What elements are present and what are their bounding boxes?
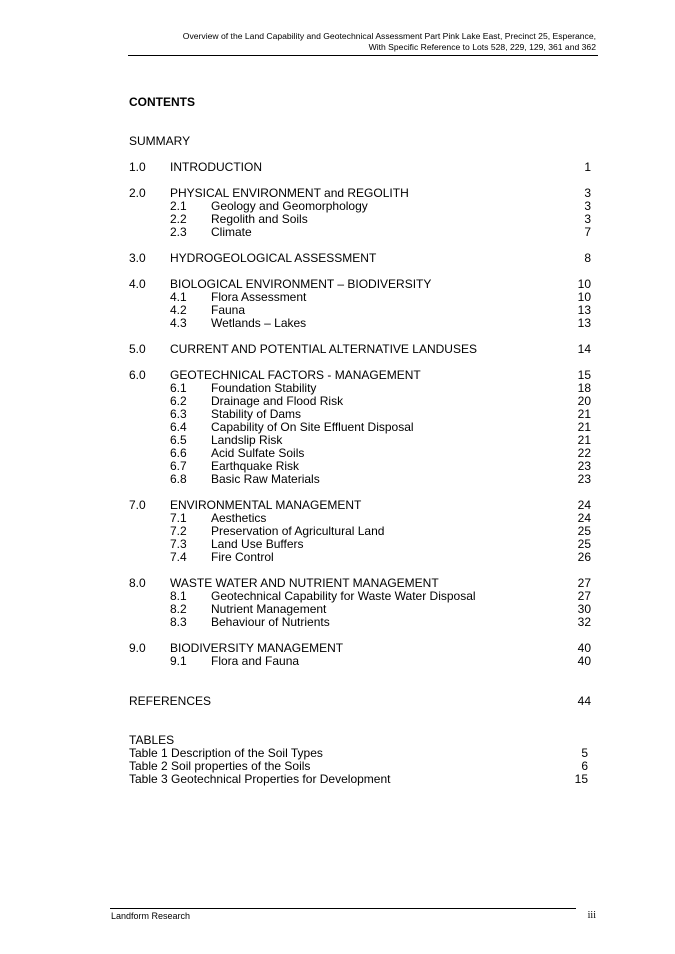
subsection-number: 6.3 <box>170 407 187 421</box>
header-line-2: With Specific Reference to Lots 528, 229, 129, 361 and 362 <box>368 42 596 52</box>
toc-subsection-row <box>129 603 591 616</box>
summary-label: SUMMARY <box>129 134 191 148</box>
subsection-number: 4.1 <box>170 290 187 304</box>
subsection-title: Earthquake Risk <box>211 459 300 473</box>
subsection-title: Regolith and Soils <box>211 212 308 226</box>
toc-section <box>129 499 591 564</box>
toc-subsection-row <box>129 434 591 447</box>
section-number: 5.0 <box>129 342 146 356</box>
subsection-number: 7.4 <box>170 550 187 564</box>
subsection-page: 13 <box>577 316 591 330</box>
toc-subsection-row <box>129 395 591 408</box>
subsection-number: 2.3 <box>170 225 187 239</box>
table-list-page: 15 <box>574 772 588 786</box>
toc-subsection-row <box>129 616 591 629</box>
subsection-number: 8.3 <box>170 615 187 629</box>
toc-subsection-row <box>129 213 591 226</box>
toc-section-row <box>129 499 591 512</box>
subsection-page: 40 <box>577 654 591 668</box>
subsection-number: 9.1 <box>170 654 187 668</box>
subsection-title: Climate <box>211 225 252 239</box>
toc-subsection-row <box>129 304 591 317</box>
section-page: 3 <box>584 186 591 200</box>
subsection-title: Geology and Geomorphology <box>211 199 368 213</box>
section-number: 1.0 <box>129 160 146 174</box>
toc-subsection-row <box>129 538 591 551</box>
subsection-page: 18 <box>577 381 591 395</box>
section-number: 2.0 <box>129 186 146 200</box>
section-page: 1 <box>584 160 591 174</box>
subsection-title: Stability of Dams <box>211 407 302 421</box>
section-title: PHYSICAL ENVIRONMENT and REGOLITH <box>170 186 409 200</box>
toc-section <box>129 642 591 668</box>
subsection-number: 2.1 <box>170 199 187 213</box>
toc-section-row <box>129 369 591 382</box>
section-title: HYDROGEOLOGICAL ASSESSMENT <box>170 251 377 265</box>
toc-section <box>129 577 591 629</box>
references-page: 44 <box>577 694 591 708</box>
section-number: 8.0 <box>129 576 146 590</box>
subsection-number: 8.2 <box>170 602 187 616</box>
section-number: 9.0 <box>129 641 146 655</box>
section-number: 6.0 <box>129 368 146 382</box>
section-page: 8 <box>584 251 591 265</box>
toc-section <box>129 252 591 265</box>
subsection-number: 4.3 <box>170 316 187 330</box>
toc-subsection-row <box>129 447 591 460</box>
subsection-title: Acid Sulfate Soils <box>211 446 305 460</box>
toc-section <box>129 369 591 486</box>
subsection-title: Geotechnical Capability for Waste Water Disposal <box>211 589 476 603</box>
toc-subsection-row <box>129 382 591 395</box>
subsection-page: 21 <box>577 420 591 434</box>
section-page: 27 <box>577 576 591 590</box>
section-page: 14 <box>577 342 591 356</box>
subsection-number: 7.2 <box>170 524 187 538</box>
toc-subsection-row <box>129 473 591 486</box>
section-number: 3.0 <box>129 251 146 265</box>
toc-subsection-row <box>129 291 591 304</box>
subsection-page: 7 <box>584 225 591 239</box>
subsection-title: Aesthetics <box>211 511 267 525</box>
subsection-page: 21 <box>577 407 591 421</box>
references-label: REFERENCES <box>129 694 212 708</box>
subsection-title: Behaviour of Nutrients <box>211 615 330 629</box>
subsection-page: 24 <box>577 511 591 525</box>
toc-section-row <box>129 252 591 265</box>
subsection-page: 23 <box>577 459 591 473</box>
subsection-number: 7.3 <box>170 537 187 551</box>
subsection-page: 3 <box>584 212 591 226</box>
section-title: GEOTECHNICAL FACTORS - MANAGEMENT <box>170 368 421 382</box>
toc-section <box>129 161 591 174</box>
subsection-title: Nutrient Management <box>211 602 327 616</box>
toc-subsection-row <box>129 460 591 473</box>
toc-section-row <box>129 343 591 356</box>
subsection-page: 13 <box>577 303 591 317</box>
subsection-number: 6.4 <box>170 420 187 434</box>
subsection-page: 10 <box>577 290 591 304</box>
header-rule <box>128 55 598 56</box>
toc-section <box>129 343 591 356</box>
subsection-title: Drainage and Flood Risk <box>211 394 344 408</box>
table-of-contents <box>129 161 591 681</box>
toc-section <box>129 187 591 239</box>
toc-section-row <box>129 278 591 291</box>
references-entry <box>129 695 591 708</box>
subsection-title: Basic Raw Materials <box>211 472 320 486</box>
section-title: BIOLOGICAL ENVIRONMENT – BIODIVERSITY <box>170 277 432 291</box>
subsection-number: 6.8 <box>170 472 187 486</box>
subsection-page: 26 <box>577 550 591 564</box>
footer-rule <box>110 908 576 909</box>
subsection-page: 30 <box>577 602 591 616</box>
header-line-1: Overview of the Land Capability and Geotechnical Assessment Part Pink Lake East, Precinct 25, Esperance, <box>182 31 596 41</box>
subsection-title: Capability of On Site Effluent Disposal <box>211 420 414 434</box>
table-list-title: Table 2 Soil properties of the Soils <box>129 759 311 773</box>
subsection-number: 6.6 <box>170 446 187 460</box>
toc-subsection-row <box>129 226 591 239</box>
subsection-number: 2.2 <box>170 212 187 226</box>
toc-subsection-row <box>129 525 591 538</box>
subsection-title: Land Use Buffers <box>211 537 304 551</box>
section-title: BIODIVERSITY MANAGEMENT <box>170 641 344 655</box>
subsection-page: 32 <box>577 615 591 629</box>
toc-section-row <box>129 161 591 174</box>
section-title: WASTE WATER AND NUTRIENT MANAGEMENT <box>170 576 439 590</box>
table-list-title: Table 3 Geotechnical Properties for Development <box>129 772 391 786</box>
subsection-number: 6.5 <box>170 433 187 447</box>
table-list-page: 6 <box>581 759 588 773</box>
footer-organization: Landform Research <box>111 911 191 921</box>
table-list-page: 5 <box>581 746 588 760</box>
subsection-title: Flora and Fauna <box>211 654 300 668</box>
subsection-page: 22 <box>577 446 591 460</box>
contents-title: CONTENTS <box>129 95 195 109</box>
toc-section-row <box>129 642 591 655</box>
toc-section <box>129 278 591 330</box>
subsection-page: 25 <box>577 537 591 551</box>
subsection-title: Flora Assessment <box>211 290 307 304</box>
toc-subsection-row <box>129 590 591 603</box>
subsection-number: 4.2 <box>170 303 187 317</box>
toc-subsection-row <box>129 317 591 330</box>
subsection-number: 6.2 <box>170 394 187 408</box>
subsection-title: Fauna <box>211 303 246 317</box>
subsection-page: 3 <box>584 199 591 213</box>
section-page: 40 <box>577 641 591 655</box>
section-page: 24 <box>577 498 591 512</box>
toc-subsection-row <box>129 551 591 564</box>
section-title: CURRENT AND POTENTIAL ALTERNATIVE LANDUSES <box>170 342 477 356</box>
page-header <box>183 31 596 53</box>
section-title: INTRODUCTION <box>170 160 262 174</box>
toc-subsection-row <box>129 200 591 213</box>
subsection-title: Foundation Stability <box>211 381 317 395</box>
tables-heading: TABLES <box>129 733 175 747</box>
section-page: 15 <box>577 368 591 382</box>
subsection-number: 6.7 <box>170 459 187 473</box>
subsection-page: 25 <box>577 524 591 538</box>
toc-subsection-row <box>129 421 591 434</box>
subsection-title: Wetlands – Lakes <box>211 316 307 330</box>
section-number: 7.0 <box>129 498 146 512</box>
toc-subsection-row <box>129 655 591 668</box>
subsection-title: Fire Control <box>211 550 274 564</box>
subsection-page: 27 <box>577 589 591 603</box>
subsection-title: Landslip Risk <box>211 433 283 447</box>
subsection-number: 6.1 <box>170 381 187 395</box>
table-list-row <box>129 773 588 786</box>
section-number: 4.0 <box>129 277 146 291</box>
section-title: ENVIRONMENTAL MANAGEMENT <box>170 498 362 512</box>
table-list-title: Table 1 Description of the Soil Types <box>129 746 323 760</box>
section-page: 10 <box>577 277 591 291</box>
subsection-title: Preservation of Agricultural Land <box>211 524 385 538</box>
subsection-page: 21 <box>577 433 591 447</box>
footer-page-number: iii <box>587 910 596 921</box>
subsection-number: 8.1 <box>170 589 187 603</box>
subsection-page: 23 <box>577 472 591 486</box>
subsection-page: 20 <box>577 394 591 408</box>
tables-list <box>129 734 588 786</box>
subsection-number: 7.1 <box>170 511 187 525</box>
